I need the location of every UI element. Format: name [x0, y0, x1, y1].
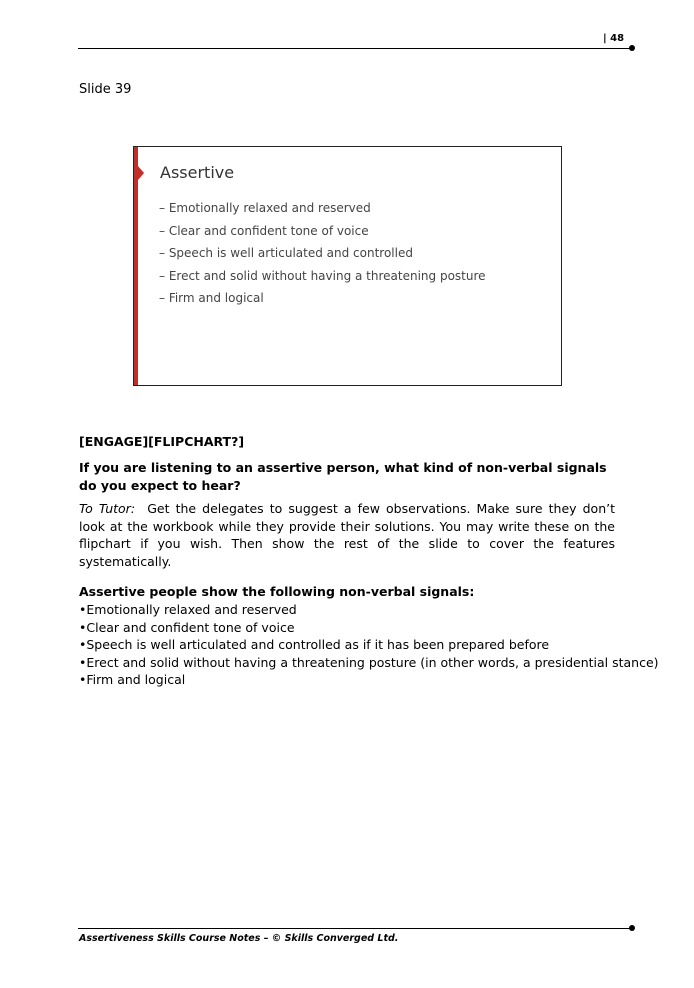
tutor-note	[79, 500, 615, 570]
slide-bullet: – Erect and solid without having a threatening posture	[159, 268, 486, 283]
slide-arrow-icon	[138, 166, 144, 180]
slide-thumbnail	[133, 146, 562, 386]
feature-item: •Emotionally relaxed and reserved	[79, 602, 297, 617]
page-number: | 48	[603, 33, 625, 44]
footer-rule	[78, 928, 632, 929]
footer-text: Assertiveness Skills Course Notes – © Skills Converged Ltd.	[79, 933, 399, 944]
feature-item: •Speech is well articulated and controlled as if it has been prepared before	[79, 637, 550, 652]
tutor-note-text: Get the delegates to suggest a few observations. Make sure they don’t look at the workbook while they provide their solutions. You may write these on the flipchart if you wish. Then show the rest of the slide to cover the features systematically.	[79, 501, 615, 569]
feature-item: •Erect and solid without having a threatening posture (in other words, a presidential stance)	[79, 654, 659, 670]
slide-bullet: – Speech is well articulated and controlled	[159, 246, 413, 260]
features-list	[79, 601, 659, 689]
header-rule-dot	[629, 45, 635, 51]
slide-title: Assertive	[160, 163, 235, 182]
slide-label: Slide 39	[79, 82, 132, 97]
features-heading: Assertive people show the following non-verbal signals:	[79, 584, 475, 599]
footer-rule-dot	[629, 925, 635, 931]
engage-tag: [ENGAGE][FLIPCHART?]	[79, 434, 245, 449]
feature-item: •Clear and confident tone of voice	[79, 619, 295, 635]
slide-bullet: – Clear and confident tone of voice	[159, 223, 369, 238]
slide-bullet: – Firm and logical	[159, 291, 264, 305]
slide-bullet: – Emotionally relaxed and reserved	[159, 201, 371, 215]
feature-item: •Firm and logical	[79, 672, 186, 687]
tutor-note-label: To Tutor:	[79, 501, 136, 516]
slide-bullet-list	[159, 199, 486, 312]
header-rule	[78, 48, 632, 49]
slide-accent-bar	[134, 147, 138, 385]
discussion-question: If you are listening to an assertive person, what kind of non-verbal signals do you expect to hear?	[79, 460, 607, 493]
